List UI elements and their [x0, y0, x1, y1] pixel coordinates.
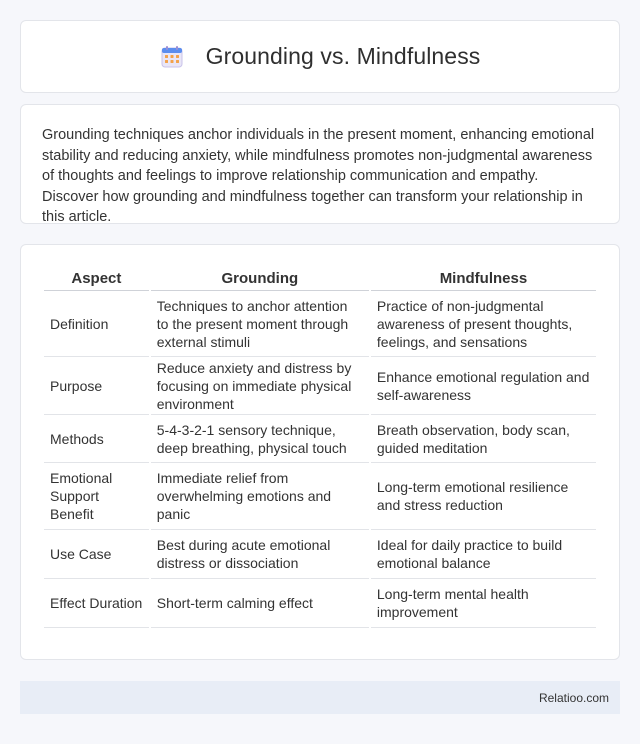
cell-grounding: Best during acute emotional distress or dissociation: [151, 530, 369, 579]
comparison-card: [20, 244, 620, 660]
footer: [20, 681, 620, 714]
cell-aspect: Effect Duration: [44, 579, 149, 628]
intro-card: [20, 104, 620, 224]
cell-grounding: Immediate relief from overwhelming emotions and panic: [151, 463, 369, 530]
cell-mindfulness: Enhance emotional regulation and self-awareness: [371, 357, 596, 415]
cell-mindfulness: Ideal for daily practice to build emotional balance: [371, 530, 596, 579]
header-aspect: Aspect: [44, 267, 149, 291]
cell-grounding: 5-4-3-2-1 sensory technique, deep breathing, physical touch: [151, 415, 369, 463]
cell-mindfulness: Long-term mental health improvement: [371, 579, 596, 628]
table-row: [44, 357, 596, 415]
header-grounding: Grounding: [151, 267, 369, 291]
cell-mindfulness: Long-term emotional resilience and stress reduction: [371, 463, 596, 530]
table-row: [44, 463, 596, 530]
cell-aspect: Definition: [44, 291, 149, 357]
table-header-row: [44, 267, 596, 291]
page-title: Grounding vs. Mindfulness: [205, 43, 481, 69]
cell-aspect: Emotional Support Benefit: [44, 463, 149, 530]
table-row: [44, 530, 596, 579]
intro-text: Grounding techniques anchor individuals in the present moment, enhancing emotional stability and reducing anxiety, while mindfulness promotes non-judgmental awareness of thoughts and feelings to improve relationship communication and empathy. Discover how grounding and mindfulness together can transform your relationship in this article.: [42, 127, 595, 225]
cell-mindfulness: Breath observation, body scan, guided meditation: [371, 415, 596, 463]
cell-grounding: Short-term calming effect: [151, 579, 369, 628]
cell-aspect: Methods: [44, 415, 149, 463]
calendar-icon: [160, 45, 184, 69]
table-row: [44, 291, 596, 357]
cell-mindfulness: Practice of non-judgmental awareness of present thoughts, feelings, and sensations: [371, 291, 596, 357]
cell-grounding: Reduce anxiety and distress by focusing on immediate physical environment: [151, 357, 369, 415]
cell-grounding: Techniques to anchor attention to the present moment through external stimuli: [151, 291, 369, 357]
cell-aspect: Purpose: [44, 357, 149, 415]
table-row: [44, 415, 596, 463]
table-row: [44, 579, 596, 628]
title-card: [20, 20, 620, 93]
cell-aspect: Use Case: [44, 530, 149, 579]
title-wrap: [160, 43, 481, 70]
header-mindfulness: Mindfulness: [371, 267, 596, 291]
footer-brand[interactable]: Relatioo.com: [538, 690, 609, 705]
comparison-table: [42, 267, 598, 628]
